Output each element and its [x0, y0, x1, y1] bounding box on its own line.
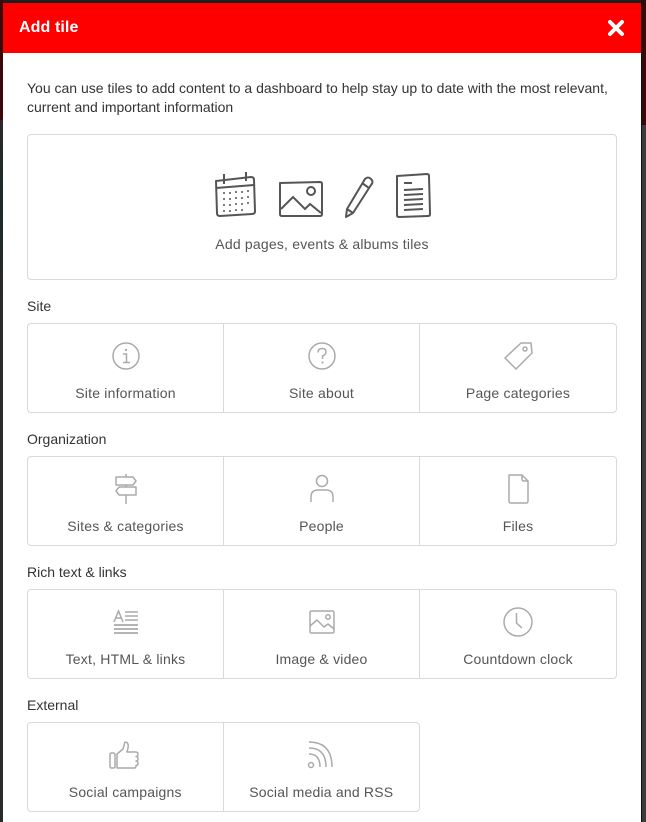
site-tiles-grid — [27, 323, 617, 413]
tile-label: Page categories — [465, 385, 571, 401]
pencil-icon — [343, 175, 375, 219]
signpost-icon — [111, 473, 141, 505]
tile-label: Files — [502, 518, 534, 534]
tile-image-video[interactable] — [224, 590, 420, 678]
tile-social-campaigns[interactable] — [28, 723, 224, 811]
organization-tiles-grid — [27, 456, 617, 546]
tile-social-media-rss[interactable] — [224, 723, 420, 811]
featured-icons — [211, 171, 433, 219]
tile-label: Text, HTML & links — [65, 651, 186, 667]
tile-text-html-links[interactable] — [28, 590, 224, 678]
person-icon — [308, 473, 336, 505]
close-button[interactable] — [605, 17, 627, 39]
featured-tile-label: Add pages, events & albums tiles — [215, 236, 429, 252]
tile-site-information[interactable] — [28, 324, 224, 412]
page-backdrop-right — [641, 0, 646, 822]
tile-people[interactable] — [224, 457, 420, 545]
document-icon — [393, 171, 433, 219]
rich-text-tiles-grid — [27, 589, 617, 679]
add-pages-events-albums-tile[interactable] — [27, 134, 617, 280]
tile-label: Sites & categories — [67, 518, 184, 534]
tile-countdown-clock[interactable] — [420, 590, 616, 678]
tile-label: People — [299, 518, 344, 534]
tile-label: Image & video — [275, 651, 368, 667]
external-tiles-grid — [27, 722, 420, 812]
file-icon — [505, 473, 531, 505]
rss-icon — [306, 739, 336, 771]
tile-label: Site information — [75, 385, 176, 401]
tile-label: Social media and RSS — [249, 784, 394, 800]
close-icon — [607, 19, 625, 37]
section-label-organization: Organization — [27, 431, 107, 447]
tile-files[interactable] — [420, 457, 616, 545]
tile-label: Site about — [288, 385, 355, 401]
tile-sites-categories[interactable] — [28, 457, 224, 545]
section-label-rich-text: Rich text & links — [27, 564, 127, 580]
clock-icon — [502, 606, 534, 638]
image-icon — [308, 609, 336, 635]
calendar-icon — [211, 171, 259, 219]
section-label-site: Site — [27, 298, 52, 314]
intro-text: You can use tiles to add content to a dashboard to help stay up to date with the most relevant, current and important information — [27, 80, 608, 115]
thumbs-up-icon — [108, 740, 142, 770]
tile-label: Social campaigns — [68, 784, 182, 800]
modal-body — [3, 79, 641, 812]
tile-site-about[interactable] — [224, 324, 420, 412]
modal-title: Add tile — [19, 19, 79, 36]
info-icon — [111, 341, 141, 371]
section-label-external: External — [27, 697, 79, 713]
question-icon — [307, 341, 337, 371]
add-tile-modal — [3, 3, 641, 822]
image-icon — [277, 179, 325, 219]
text-icon — [112, 609, 140, 635]
tile-label: Countdown clock — [463, 651, 573, 667]
tag-icon — [501, 340, 535, 372]
tile-page-categories[interactable] — [420, 324, 616, 412]
modal-header — [3, 3, 641, 53]
